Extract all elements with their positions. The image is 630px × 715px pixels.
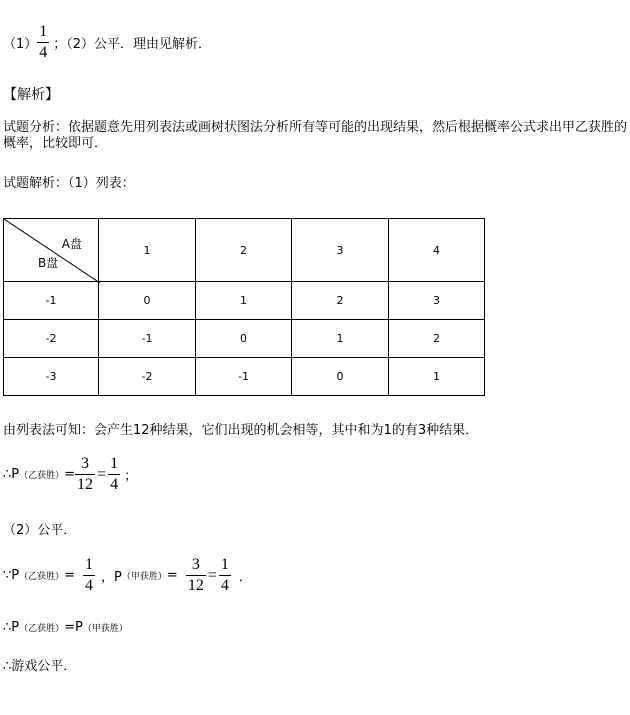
answer-part1-label: （1） — [3, 37, 38, 52]
equals-sign: = — [64, 467, 76, 482]
answer-part2-text: ；（2）公平．理由见解析． — [53, 37, 212, 52]
comma-p: ，P — [101, 570, 122, 585]
table-cell: 0 — [292, 358, 389, 396]
equals-sign: = — [207, 566, 217, 584]
table-cell: 1 — [292, 320, 389, 358]
table-header-row — [4, 219, 485, 282]
column-header: 1 — [99, 219, 196, 282]
corner-label-b: B盘 — [38, 256, 59, 270]
fraction-numerator: 1 — [110, 455, 119, 472]
analysis-paragraph: 试题分析：依据题意先用列表法或画树状图法分析所有等可能的出现结果，然后根据概率公式求出甲乙获胜的概率，比较即可． — [3, 120, 628, 151]
equals-sign: = — [97, 465, 107, 483]
answer-line — [3, 24, 211, 61]
solution-intro: 试题解析：（1）列表： — [3, 176, 135, 191]
column-header: 2 — [196, 219, 292, 282]
table-cell: 1 — [196, 282, 292, 320]
period: ． — [238, 570, 252, 585]
answer-fraction — [37, 24, 49, 61]
row-label: -3 — [4, 358, 99, 396]
table-cell: 3 — [389, 282, 485, 320]
table-cell: 0 — [196, 320, 292, 358]
corner-label-a: A盘 — [61, 237, 82, 251]
subscript-yi-wins: （乙获胜） — [19, 471, 65, 481]
column-header: 3 — [292, 219, 389, 282]
fraction-1-4 — [108, 456, 120, 493]
subscript-jia-wins: （甲获胜） — [121, 572, 167, 582]
therefore-p: ∴P — [3, 467, 20, 482]
fraction-1-4 — [83, 557, 95, 594]
conclusion-text: 由列表法可知：会产生12种结果，它们出现的机会相等，其中和为1的有3种结果． — [3, 423, 479, 438]
fraction-denominator: 12 — [187, 577, 204, 594]
fraction-numerator: 1 — [39, 23, 48, 40]
fraction-3-12 — [186, 557, 206, 594]
table-row — [4, 358, 485, 396]
fraction-3-12 — [75, 456, 95, 493]
fraction-denominator: 4 — [220, 577, 229, 594]
table-row — [4, 282, 485, 320]
row-label: -1 — [4, 282, 99, 320]
fraction-numerator: 3 — [191, 556, 200, 573]
semicolon: ； — [124, 469, 138, 484]
fraction-numerator: 3 — [81, 455, 90, 472]
table-cell: -1 — [99, 320, 196, 358]
because-p: ∵P — [3, 568, 20, 583]
probability-line — [3, 456, 137, 493]
subscript-yi-wins: （乙获胜） — [19, 572, 65, 582]
column-header: 4 — [389, 219, 485, 282]
fraction-denominator: 4 — [85, 577, 94, 594]
table-cell: 0 — [99, 282, 196, 320]
table-corner-cell — [4, 219, 99, 282]
fraction-numerator: 1 — [85, 556, 94, 573]
fraction-denominator: 12 — [77, 476, 94, 493]
equals-sign: = — [64, 568, 76, 583]
diagonal-line — [4, 219, 100, 283]
fraction-1-4 — [219, 557, 231, 594]
part2-label: （2）公平． — [3, 523, 77, 538]
equals-p: =P — [64, 620, 83, 635]
equals-sign: = — [166, 568, 178, 583]
table-row — [4, 320, 485, 358]
subscript-yi-wins: （乙获胜） — [19, 624, 65, 634]
therefore-line — [3, 620, 128, 635]
final-conclusion: ∴游戏公平． — [3, 659, 77, 674]
fraction-denominator: 4 — [110, 476, 119, 493]
table-cell: 1 — [389, 358, 485, 396]
sum-table — [3, 218, 485, 396]
table-cell: 2 — [389, 320, 485, 358]
table-cell: -2 — [99, 358, 196, 396]
because-line — [3, 557, 252, 594]
section-heading: 【解析】 — [3, 87, 59, 103]
table-cell: -1 — [196, 358, 292, 396]
therefore-p: ∴P — [3, 620, 20, 635]
subscript-jia-wins: （甲获胜） — [82, 624, 128, 634]
table-cell: 2 — [292, 282, 389, 320]
row-label: -2 — [4, 320, 99, 358]
fraction-denominator: 4 — [39, 44, 48, 61]
fraction-numerator: 1 — [220, 556, 229, 573]
